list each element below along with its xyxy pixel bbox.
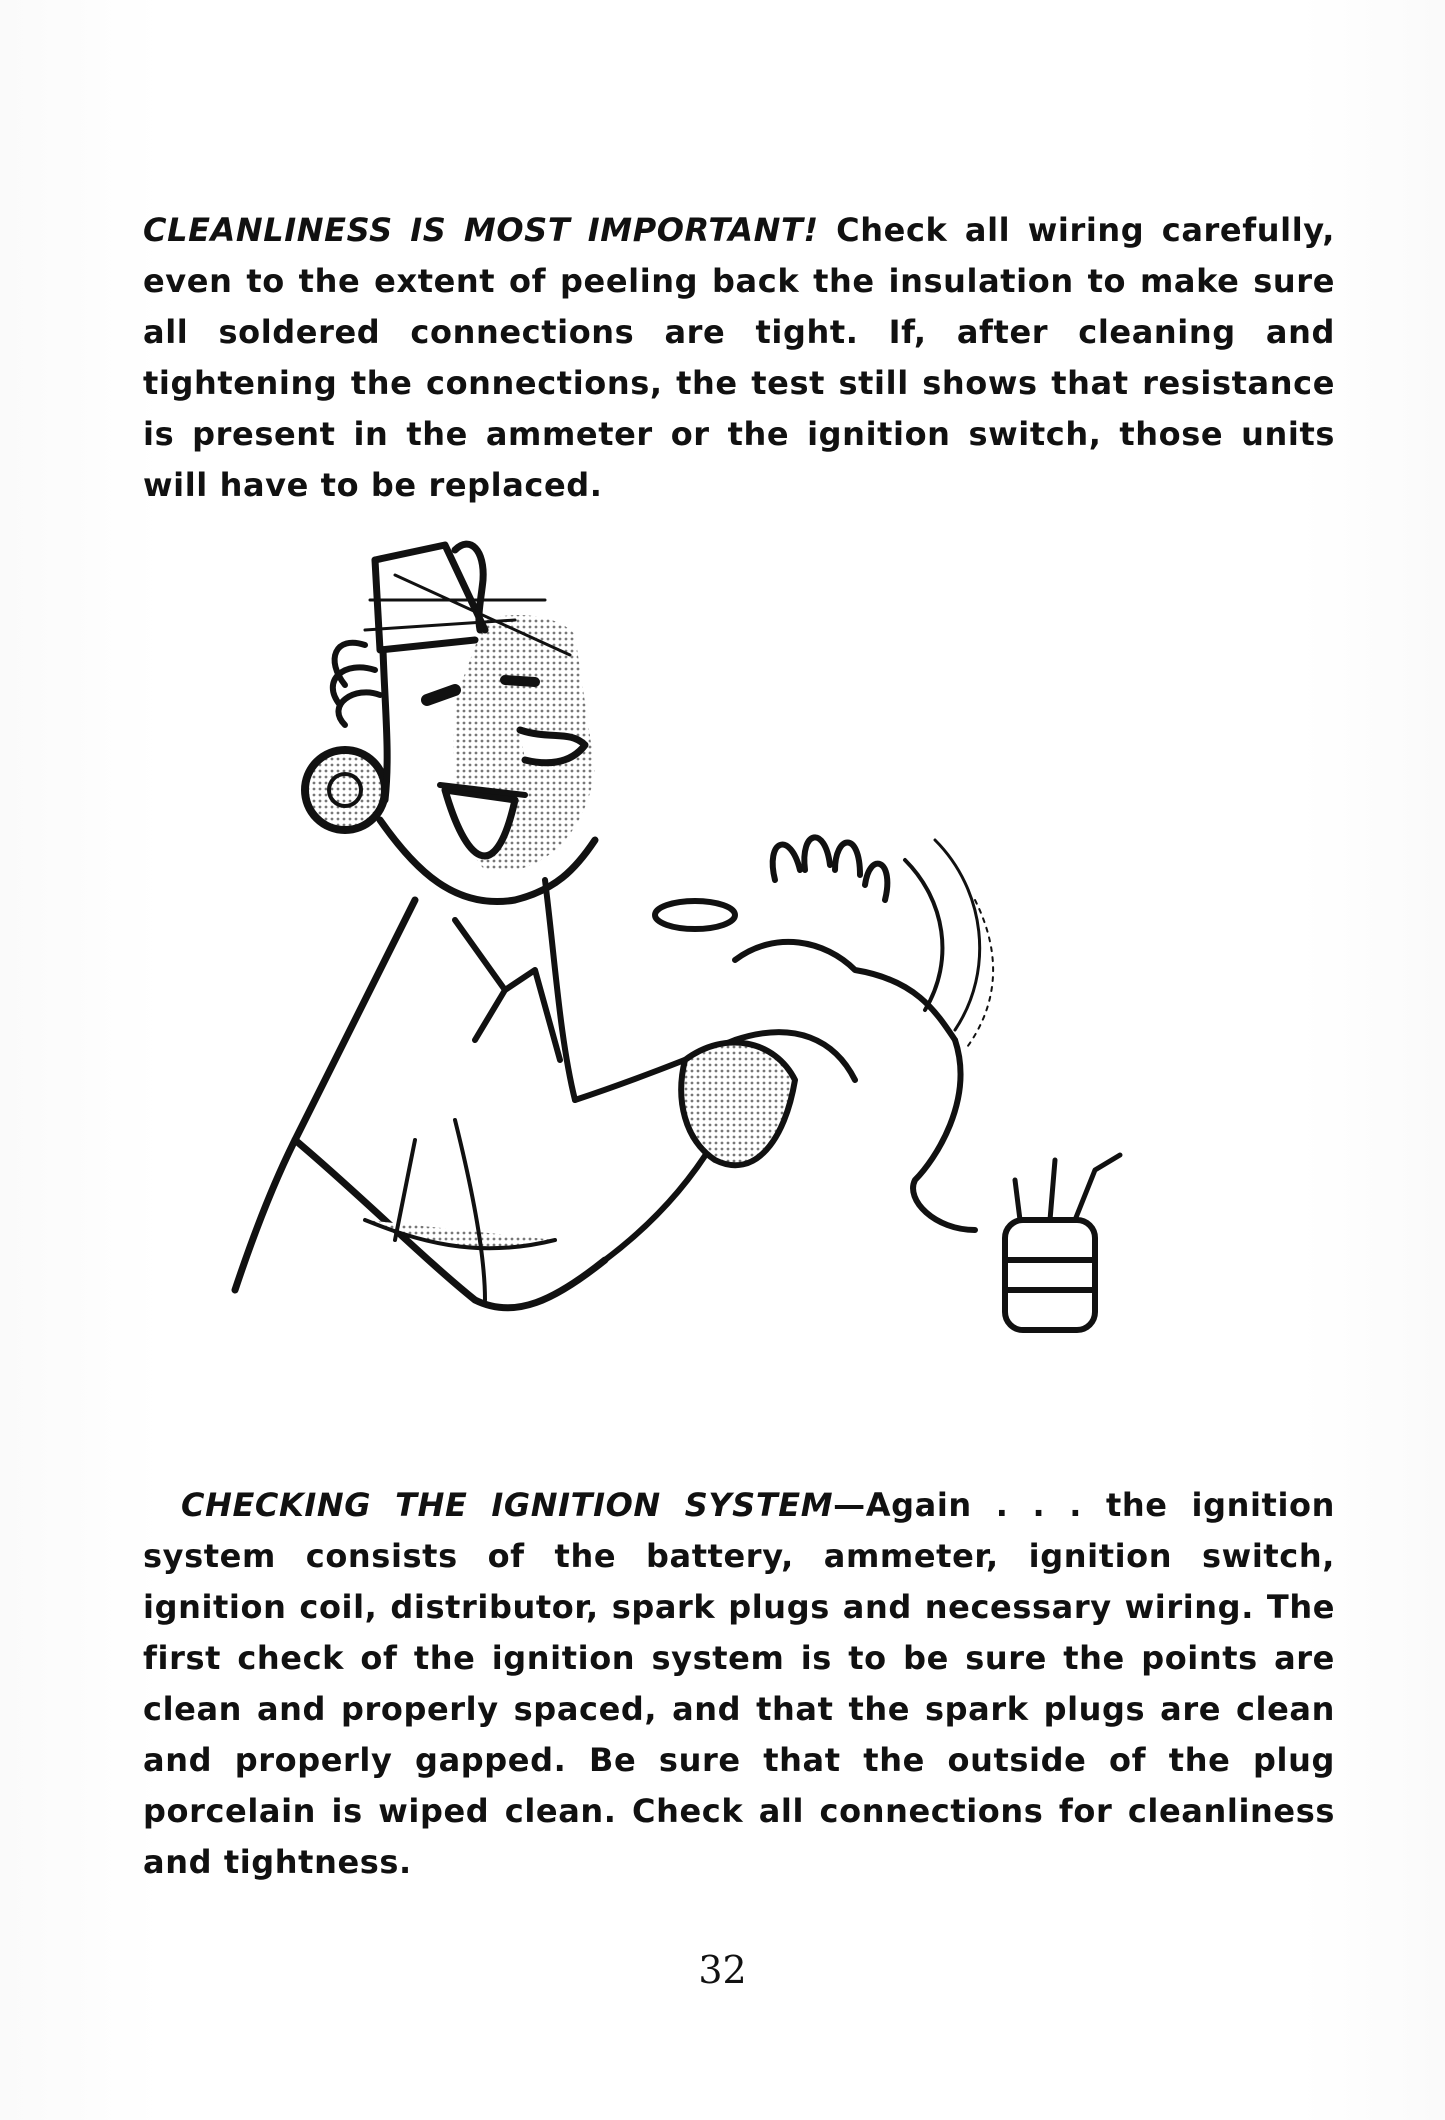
paragraph-ignition-system [143,1480,1335,1888]
cartoon-mechanic-cleaning-spark-plug-illustration [215,540,1265,1440]
paragraph-body-text: —Again . . . the ignition system consists of the battery, ammeter, ignition switch, ignition coil, distributor, spark plugs and necessary wiring. The first check of the ignition system is to be sure the points are clean and properly spaced, and that the spark plugs are clean and properly gapped. Be sure that the outside of the plug porcelain is wiped clean. Check all connections for cleanliness and tightness. [143,1486,1335,1881]
paragraph-lead-heading: CHECKING THE IGNITION SYSTEM [181,1486,834,1524]
paragraph-cleanliness [143,205,1335,511]
page-number: 32 [698,1948,747,1992]
paragraph-lead-heading: CLEANLINESS IS MOST IMPORTANT! [143,211,819,249]
paragraph-body-text: Check all wiring carefully, even to the extent of peeling back the insulation to make sure all soldered connections are tight. If, after cleaning and tightening the connections, the test still shows that resistance is present in the ammeter or the ignition switch, those units will have to be replaced. [143,211,1335,504]
